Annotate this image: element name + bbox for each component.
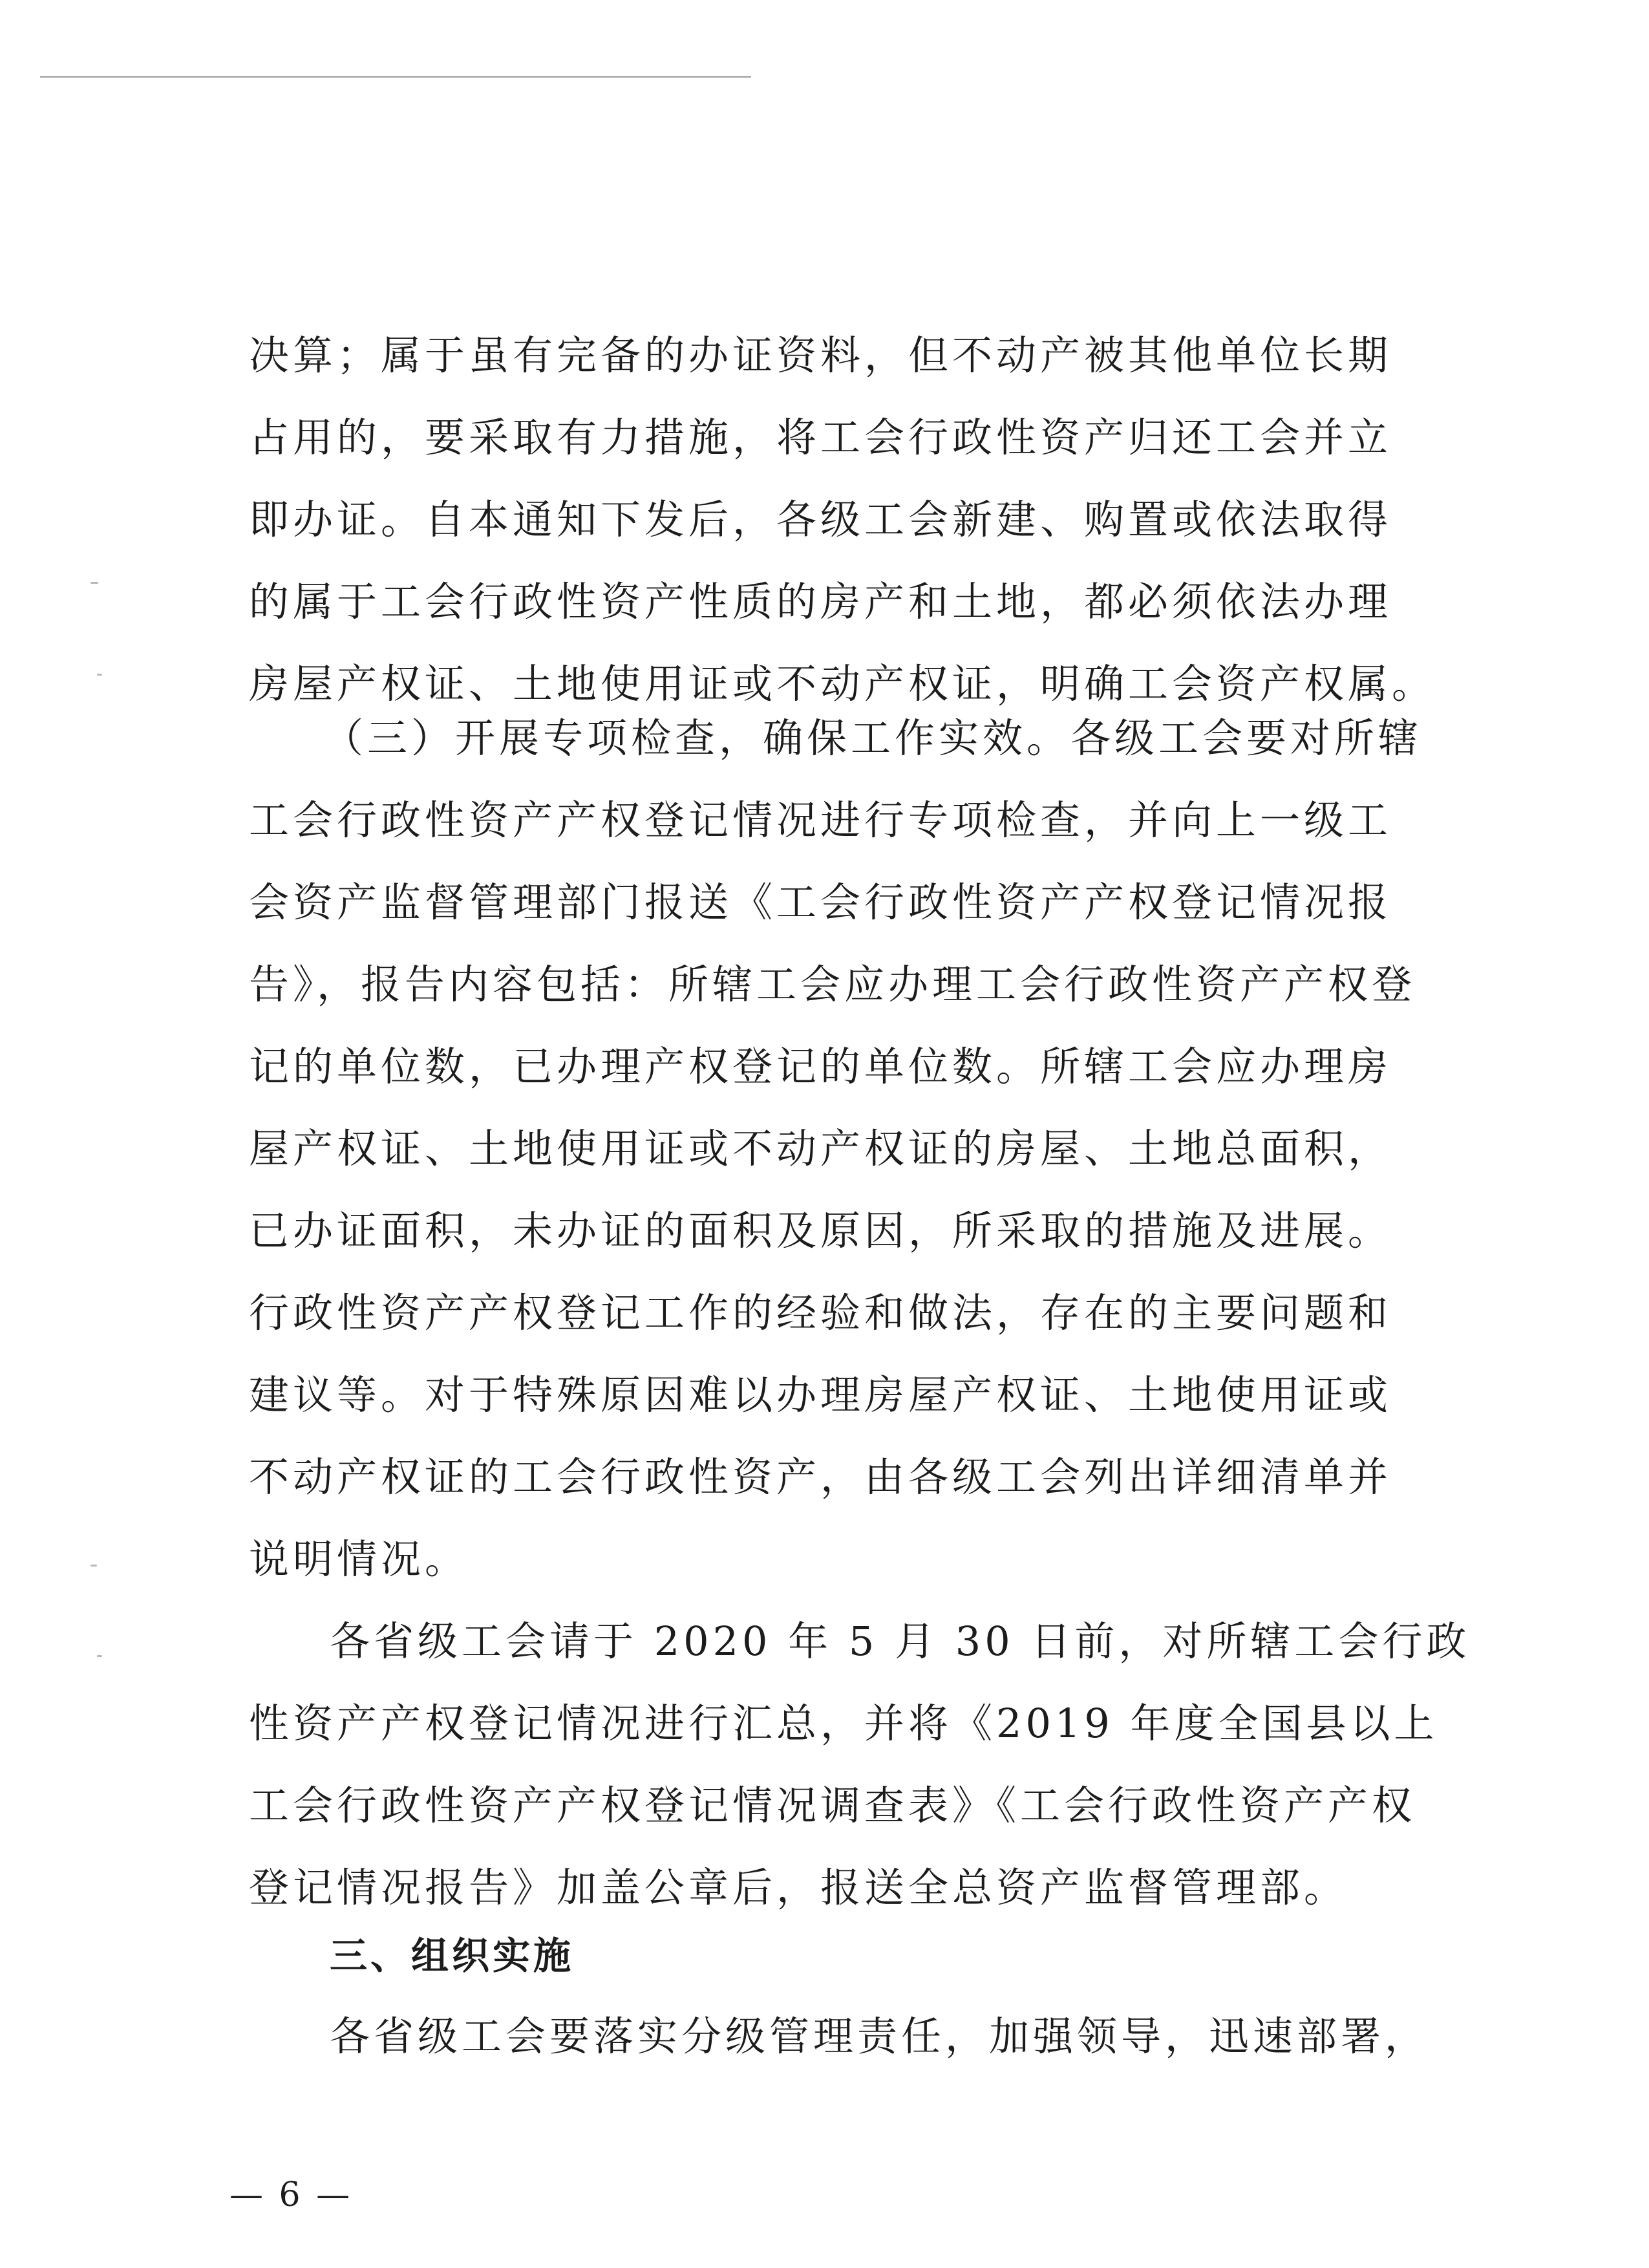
- scan-speck: [90, 1565, 97, 1567]
- text-line: 说明情况。: [249, 1535, 469, 1583]
- text-line: 登记情况报告》加盖公章后，报送全总资产监督管理部。: [249, 1864, 1348, 1911]
- text-line: 占用的，要采取有力措施，将工会行政性资产归还工会并立: [249, 414, 1392, 461]
- scan-speck: [97, 1655, 102, 1657]
- text-line: 房屋产权证、土地使用证或不动产权证，明确工会资产权属。: [249, 660, 1436, 707]
- text-line: 各省级工会请于 2020 年 5 月 30 日前，对所辖工会行政: [330, 1618, 1471, 1665]
- text-line: 的属于工会行政性资产性质的房产和土地，都必须依法办理: [249, 578, 1392, 625]
- text-line: 工会行政性资产产权登记情况进行专项检查，并向上一级工: [249, 797, 1392, 844]
- text-line: 屋产权证、土地使用证或不动产权证的房屋、土地总面积，: [249, 1125, 1392, 1172]
- text-line: 工会行政性资产产权登记情况调查表》《工会行政性资产产权: [249, 1782, 1416, 1829]
- text-line: 记的单位数，已办理产权登记的单位数。所辖工会应办理房: [249, 1043, 1392, 1090]
- text-line: 决算；属于虽有完备的办证资料，但不动产被其他单位长期: [249, 332, 1392, 379]
- top-rule: [40, 76, 751, 78]
- page-number: — 6 —: [229, 2176, 353, 2214]
- text-line: 会资产监督管理部门报送《工会行政性资产产权登记情况报: [249, 879, 1392, 926]
- text-line: 建议等。对于特殊原因难以办理房屋产权证、土地使用证或: [249, 1371, 1392, 1418]
- text-line: 行政性资产产权登记工作的经验和做法，存在的主要问题和: [249, 1289, 1392, 1336]
- text-line: 告》，报告内容包括：所辖工会应办理工会行政性资产产权登: [249, 961, 1416, 1008]
- scan-speck: [97, 674, 102, 676]
- text-line: 不动产权证的工会行政性资产，由各级工会列出详细清单并: [249, 1453, 1392, 1501]
- section-heading: 三、组织实施: [330, 1934, 575, 1978]
- text-line: （三）开展专项检查，确保工作实效。各级工会要对所辖: [323, 714, 1423, 762]
- text-line: 已办证面积，未办证的面积及原因，所采取的措施及进展。: [249, 1207, 1392, 1254]
- text-line: 即办证。自本通知下发后，各级工会新建、购置或依法取得: [249, 496, 1392, 543]
- text-line: 性资产产权登记情况进行汇总，并将《2019 年度全国县以上: [249, 1700, 1438, 1747]
- text-line: 各省级工会要落实分级管理责任，加强领导，迅速部署，: [330, 2013, 1429, 2060]
- scan-speck: [90, 582, 98, 584]
